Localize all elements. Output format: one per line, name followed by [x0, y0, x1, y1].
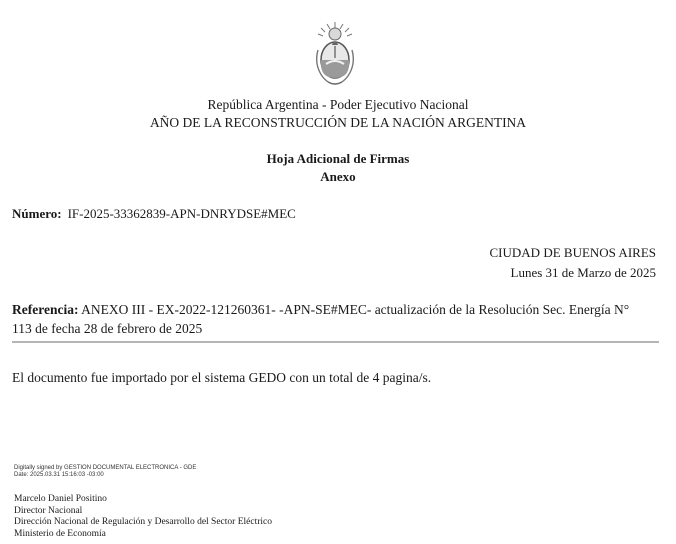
reference-label: Referencia: — [12, 302, 79, 317]
city: CIUDAD DE BUENOS AIRES — [489, 245, 656, 260]
reference-text: ANEXO III - EX-2022-121260361- -APN-SE#MEC- actualización de la Resolución Sec. Energía N° 113 de fecha 28 de febrero de 2025 — [12, 302, 630, 336]
document-number — [12, 206, 296, 222]
signer-name: Marcelo Daniel Positino — [14, 494, 107, 504]
reference — [12, 300, 652, 338]
document-number-label: Número: — [12, 206, 62, 221]
body-text: El documento fue importado por el sistema GEDO con un total de 4 pagina/s. — [12, 370, 432, 385]
document-number-value: IF-2025-33362839-APN-DNRYDSE#MEC — [67, 206, 296, 221]
signer-ministry: Ministerio de Economía — [14, 528, 106, 539]
document-date: Lunes 31 de Marzo de 2025 — [510, 265, 656, 280]
coat-of-arms-icon — [308, 20, 362, 88]
page-subtitle: Anexo — [320, 169, 356, 184]
institution-line: República Argentina - Poder Ejecutivo Nacional — [207, 97, 469, 112]
page-title: Hoja Adicional de Firmas — [266, 151, 410, 166]
digital-signature-date: Date: 2025.03.31 15:16:03 -03:00 — [14, 472, 104, 478]
digital-signature-line: Digitally signed by GESTION DOCUMENTAL ELECTRONICA - GDE — [14, 465, 197, 471]
year-motto: AÑO DE LA RECONSTRUCCIÓN DE LA NACIÓN ARGENTINA — [149, 115, 527, 130]
signer-role: Director Nacional — [14, 505, 83, 516]
signer-office: Dirección Nacional de Regulación y Desarrollo del Sector Eléctrico — [14, 517, 272, 527]
divider — [12, 341, 659, 343]
digital-signature-stamp — [14, 465, 196, 479]
signer-block — [14, 494, 272, 540]
